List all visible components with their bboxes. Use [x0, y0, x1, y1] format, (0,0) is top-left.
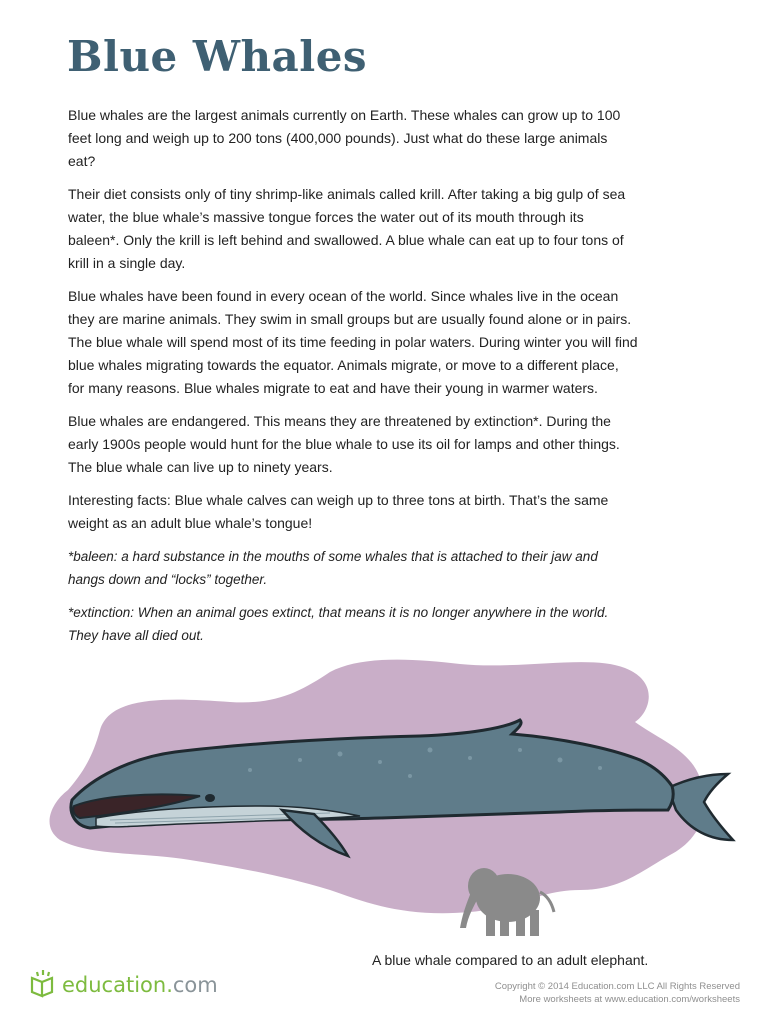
logo-dot-text: . — [166, 973, 173, 997]
paragraph-habitat: Blue whales have been found in every ocean of the world. Since whales live in the ocean they are marine animals. They swim in small groups but are usually found alone or in pairs. The blue whale will spend most of its time feeding in polar waters. During winter you will find blue whales migrating towards the equator. Animals migrate, or move to a different place, for many reasons. Blue whales migrate to eat and have their young in warmer waters. — [68, 288, 638, 396]
article-body — [68, 104, 638, 657]
paragraph-intro: Blue whales are the largest animals currently on Earth. These whales can grow up to 100 feet long and weigh up to 200 tons (400,000 pounds). Just what do these large animals eat? — [68, 107, 621, 169]
whale-elephant-illustration — [0, 650, 768, 950]
paragraph-endangered: Blue whales are endangered. This means they are threatened by extinction*. During the early 1900s people would hunt for the blue whale to use its oil for lamps and other things. The blue whale can live up to ninety years. — [68, 413, 620, 475]
copyright-line: Copyright © 2014 Education.com LLC All Rights Reserved — [494, 981, 740, 992]
copyright-notice — [495, 980, 740, 1006]
paragraph-diet: Their diet consists only of tiny shrimp-like animals called krill. After taking a big gulp of sea water, the blue whale’s massive tongue forces the water out of its mouth through its baleen*. Only the krill is left behind and swallowed. A blue whale can eat up to four tons of krill in a single day. — [68, 186, 626, 271]
paragraph-interesting-facts: Interesting facts: Blue whale calves can weigh up to three tons at birth. That’s the same weight as an adult blue whale’s tongue! — [68, 492, 609, 531]
page-title: Blue Whales — [67, 32, 368, 81]
whale-eye — [205, 794, 215, 802]
logo-brand-text: education — [62, 973, 167, 997]
definition-baleen: *baleen: a hard substance in the mouths of some whales that is attached to their jaw and hangs down and “locks” together. — [68, 549, 598, 587]
logo-tld-text: com — [172, 973, 218, 997]
illustration-caption: A blue whale compared to an adult elephant. — [372, 952, 649, 968]
education-com-logo[interactable] — [22, 966, 218, 1004]
worksheets-link-line[interactable]: More worksheets at www.education.com/worksheets — [519, 994, 740, 1005]
book-logo-icon — [22, 966, 60, 1004]
definition-extinction: *extinction: When an animal goes extinct, that means it is no longer anywhere in the world. They have all died out. — [68, 605, 609, 643]
